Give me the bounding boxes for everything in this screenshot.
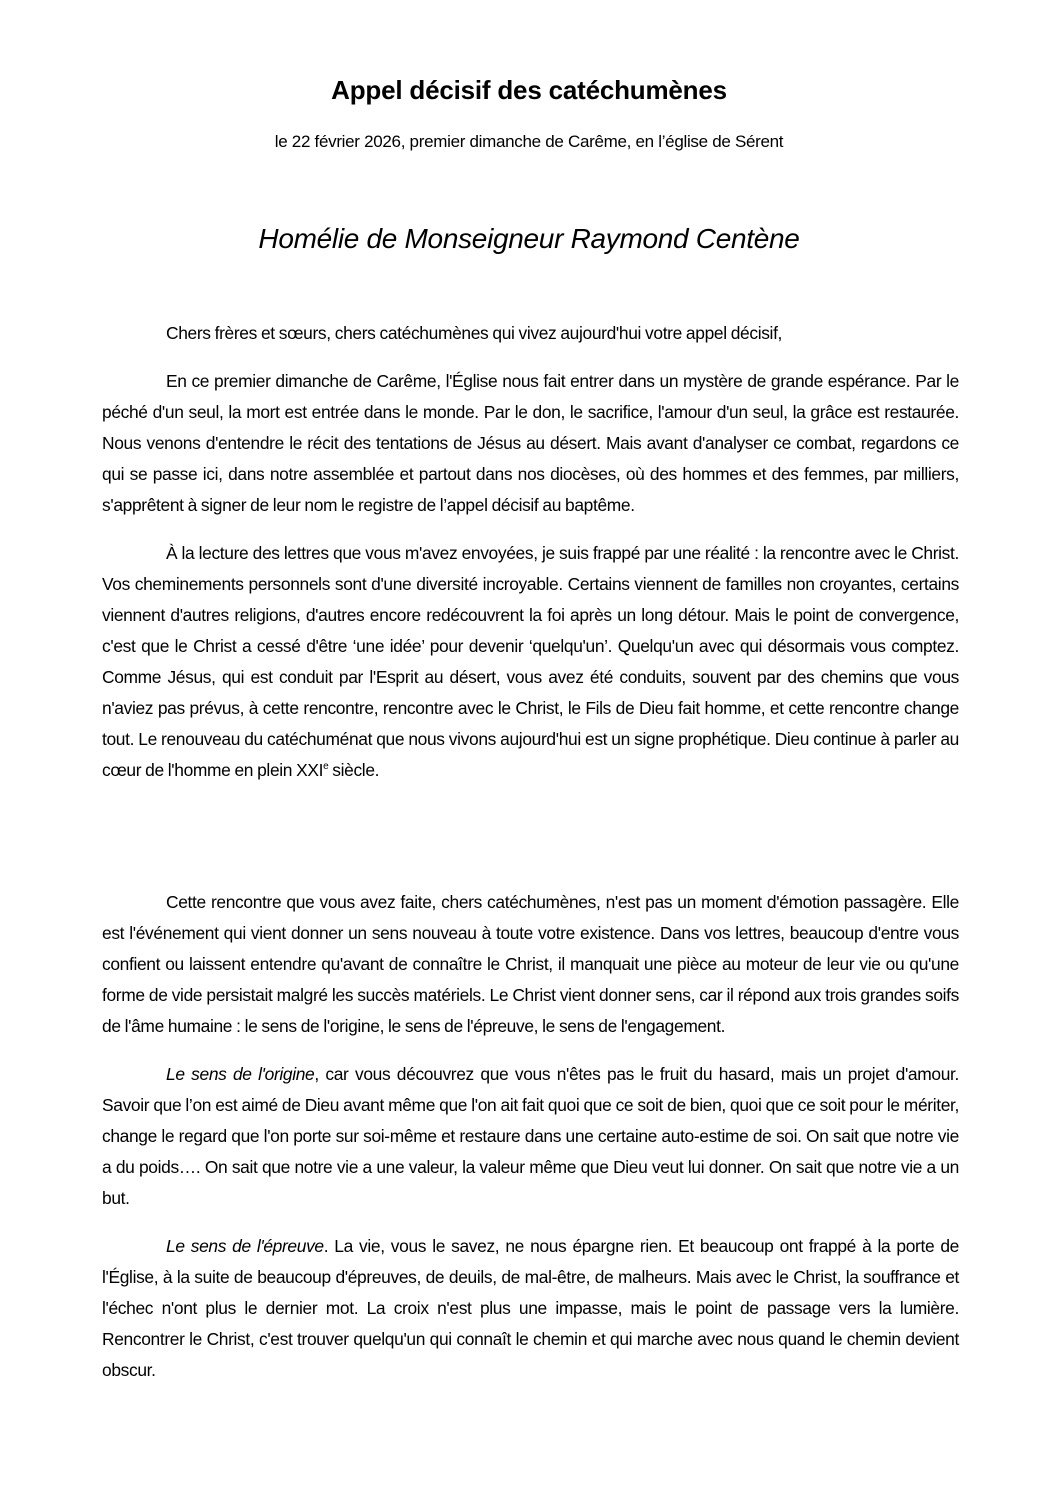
- sense-of-trial-heading: Le sens de l'épreuve: [166, 1236, 324, 1256]
- paragraph-lent-mystery: En ce premier dimanche de Carême, l'Église nous fait entrer dans un mystère de grande espérance. Par le péché d'un seul, la mort est entrée dans le monde. Par le don, le sacrifice, l'amour d'un seul, la grâce est restaurée. Nous venons d'entendre le récit des tentations de Jésus au désert. Mais avant d'analyser ce combat, regardons ce qui se passe ici, dans notre assemblée et partout dans nos diocèses, où des hommes et des femmes, par milliers, s'apprêtent à signer de leur nom le registre de l’appel décisif au baptême.: [102, 371, 959, 515]
- paragraph-sense-of-origin: [102, 1059, 959, 1214]
- sense-of-trial-text: . La vie, vous le savez, ne nous épargne rien. Et beaucoup ont frappé à la porte de l'Église, à la suite de beaucoup d'épreuves, de deuils, de mal-être, de malheurs. Mais avec le Christ, la souffrance et l'échec n'ont plus le dernier mot. La croix n'est plus une impasse, mais le point de passage vers la lumière. Rencontrer le Christ, c'est trouver quelqu'un qui connaît le chemin et qui marche avec nous quand le chemin devient obscur.: [102, 1236, 959, 1380]
- paragraph-sense-of-trial: [102, 1231, 959, 1386]
- document-body-bottom: [102, 887, 959, 1386]
- sense-of-origin-text: , car vous découvrez que vous n'êtes pas le fruit du hasard, mais un projet d'amour. Savoir que l’on est aimé de Dieu avant même que l'on ait fait quoi que ce soit de bien, quoi que ce soit pour le mériter, change le regard que l'on porte sur soi-même et restaure dans une certaine auto-estime de soi. On sait que notre vie a du poids…. On sait que notre vie a une valeur, la valeur même que Dieu veut lui donner. On sait que notre vie a un but.: [102, 1064, 959, 1208]
- document-subtitle: le 22 février 2026, premier dimanche de Carême, en l’église de Sérent: [274, 132, 784, 151]
- paragraph-new-meaning: Cette rencontre que vous avez faite, chers catéchumènes, n'est pas un moment d'émotion passagère. Elle est l'événement qui vient donner un sens nouveau à toute votre existence. Dans vos lettres, beaucoup d'entre vous confient ou laissent entendre qu'avant de connaître le Christ, il manquait une pièce au moteur de leur vie ou qu'une forme de vide persistait malgré les succès matériels. Le Christ vient donner sens, car il répond aux trois grandes soifs de l'âme humaine : le sens de l'origine, le sens de l'épreuve, le sens de l'engagement.: [102, 892, 959, 1036]
- salutation-paragraph: Chers frères et sœurs, chers catéchumènes qui vivez aujourd'hui votre appel décisif,: [166, 323, 783, 343]
- document-title: Appel décisif des catéchumènes: [331, 75, 727, 105]
- document-body-top: [102, 318, 959, 786]
- paragraph-encounter-christ-text: À la lecture des lettres que vous m'avez envoyées, je suis frappé par une réalité : la rencontre avec le Christ. Vos cheminements personnels sont d'une diversité incroyable. Certains viennent de familles non croyantes, certains viennent d'autres religions, d'autres encore redécouvrent la foi après un long détour. Mais le point de convergence, c'est que le Christ a cessé d'être ‘une idée’ pour devenir ‘quelqu'un’. Quelqu'un avec qui désormais vous comptez. Comme Jésus, qui est conduit par l'Esprit au désert, vous avez été conduits, souvent par des chemins que vous n'aviez pas prévus, à cette rencontre, rencontre avec le Christ, le Fils de Dieu fait homme, et cette rencontre change tout. Le renouveau du catéchuménat que nous vivons aujourd'hui est un signe prophétique. Dieu continue à parler au cœur de l'homme en plein XXI: [102, 543, 959, 780]
- homily-title: Homélie de Monseigneur Raymond Centène: [258, 223, 800, 254]
- paragraph-encounter-christ-end: siècle.: [328, 760, 380, 780]
- paragraph-encounter-christ: [102, 538, 959, 786]
- sense-of-origin-heading: Le sens de l'origine: [166, 1064, 315, 1084]
- century-superscript: e: [323, 761, 329, 773]
